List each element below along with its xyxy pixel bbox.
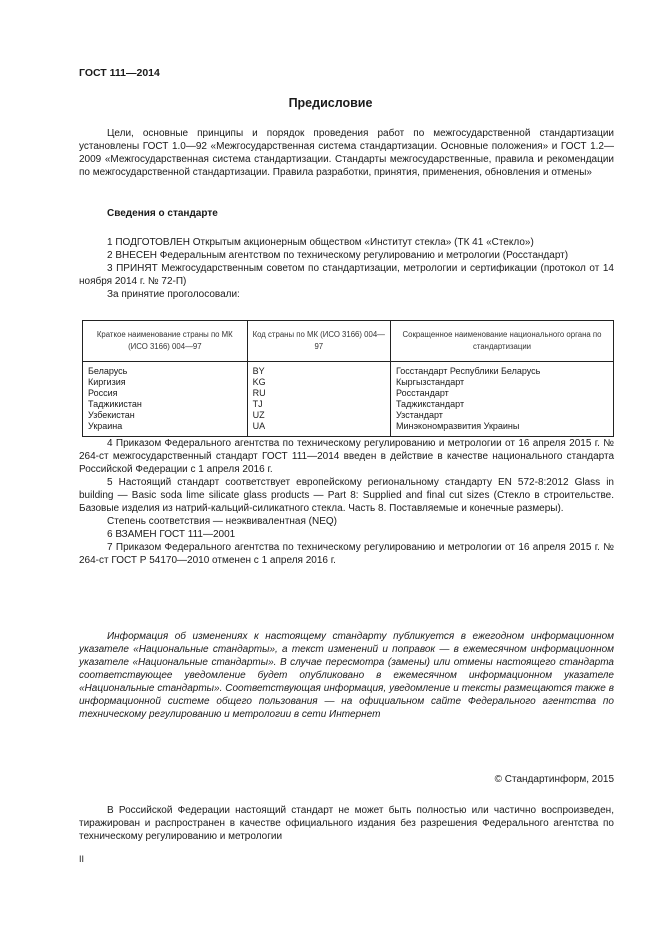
standard-info-items-cont xyxy=(79,437,614,567)
table-header-row xyxy=(83,321,614,362)
change-info-text: Информация об изменениях к настоящему стандарту публикуется в ежегодном информационном указателе «Национальные стандарты», а текст изменений и поправок — в ежемесячном информационном указателе «Национальные стандарты». В случае пересмотра (замены) или отмены настоящего стандарта соответствующее уведомление будет опубликовано в ежемесячном информационном указателе «Национальные стандарты». Соответствующая информация, уведомление и тексты размещаются также в информационной системе общего пользования — на официальном сайте Федерального агентства по техническому регулированию и метрологии в сети Интернет xyxy=(79,631,614,720)
table-cell: RU xyxy=(252,388,266,398)
table-cell: Росстандарт xyxy=(395,388,449,398)
table-cell: Госстандарт Республики Беларусь xyxy=(395,366,541,376)
rights-notice xyxy=(79,804,614,843)
document-header: ГОСТ 111—2014 xyxy=(79,67,160,79)
item-6: 6 ВЗАМЕН ГОСТ 111—2001 xyxy=(107,529,236,540)
intro-text: Цели, основные принципы и порядок проведения работ по межгосударственной стандартизации установлены ГОСТ 1.0—92 «Межгосударственная система стандартизации. Основные положения» и ГОСТ 1.2—2009 «Межгосударственная система стандартизации. Стандарты межгосударственные, правила и рекомендации по межгосударственной стандартизации. Правила разработки, принятия, применения, обновления и отмены» xyxy=(79,128,614,178)
table-cell: Узбекистан xyxy=(88,410,135,420)
body-column xyxy=(390,362,613,437)
voted-label: За принятие проголосовали: xyxy=(107,289,240,300)
item-1: 1 ПОДГОТОВЛЕН Открытым акционерным обществом «Институт стекла» (ТК 41 «Стекло») xyxy=(107,237,534,248)
item-7: 7 Приказом Федерального агентства по техническому регулированию и метрологии от 16 апреля 2015 г. № 264-ст ГОСТ Р 54170—2010 отменен с 1 апреля 2016 г. xyxy=(79,542,614,566)
change-info-note xyxy=(79,630,614,721)
table-cell: Минэкономразвития Украины xyxy=(395,421,520,431)
table-cell: Беларусь xyxy=(88,366,128,376)
table-cell: Украина xyxy=(88,421,123,431)
rights-text: В Российской Федерации настоящий стандарт не может быть полностью или частично воспроизведен, тиражирован и распространен в качестве официального издания без разрешения Федерального агентства по техническому регулированию и метрологии xyxy=(79,805,614,842)
voting-countries-table xyxy=(82,320,614,437)
item-3: 3 ПРИНЯТ Межгосударственным советом по стандартизации, метрологии и сертификации (протокол от 14 ноября 2014 г. № 72-П) xyxy=(79,263,614,287)
standard-info-items xyxy=(79,236,614,301)
table-cell: Кыргызстандарт xyxy=(395,377,465,387)
page-title: Предисловие xyxy=(288,96,373,110)
item-5: 5 Настоящий стандарт соответствует европейскому региональному стандарту EN 572-8:2012 Glass in building — Basic soda lime silicate glass products — Part 8: Supplied and final cut sizes (Стекло в строительстве. Базовые изделия из натрий-кальций-силикатного стекла. Часть 8. Поставляемые и конечные размеры). xyxy=(79,477,614,514)
table-cell: UZ xyxy=(252,410,265,420)
country-column xyxy=(83,362,248,437)
table-header-body: Сокращенное наименование национального органа по стандартизации xyxy=(390,321,613,362)
item-2: 2 ВНЕСЕН Федеральным агентством по техническому регулированию и метрологии (Росстандарт) xyxy=(107,250,569,261)
table-cell: Таджикстандарт xyxy=(395,399,465,409)
table-header-code: Код страны по МК (ИСО 3166) 004—97 xyxy=(247,321,390,362)
intro-paragraph xyxy=(79,127,614,179)
table-cell: Россия xyxy=(88,388,118,398)
table-cell: Киргизия xyxy=(88,377,126,387)
table-cell: KG xyxy=(252,377,266,387)
table-row xyxy=(83,362,614,437)
page-number: II xyxy=(79,854,85,864)
table-cell: Таджикистан xyxy=(88,399,142,409)
copyright-notice: © Стандартинформ, 2015 xyxy=(494,774,614,785)
table-cell: TJ xyxy=(252,399,263,409)
code-column xyxy=(247,362,390,437)
table-cell: UA xyxy=(252,421,266,431)
item-4: 4 Приказом Федерального агентства по техническому регулированию и метрологии от 16 апреля 2015 г. № 264-ст межгосударственный стандарт ГОСТ 111—2014 введен в действие в качестве национального стандарта Российской Федерации с 1 апреля 2016 г. xyxy=(79,438,614,475)
table-cell: BY xyxy=(252,366,265,376)
standard-info-heading: Сведения о стандарте xyxy=(107,208,218,219)
table-cell: Узстандарт xyxy=(395,410,443,420)
table-header-country: Краткое наименование страны по МК (ИСО 3166) 004—97 xyxy=(83,321,248,362)
degree-of-conformity: Степень соответствия — неэквивалентная (NEQ) xyxy=(107,516,338,527)
